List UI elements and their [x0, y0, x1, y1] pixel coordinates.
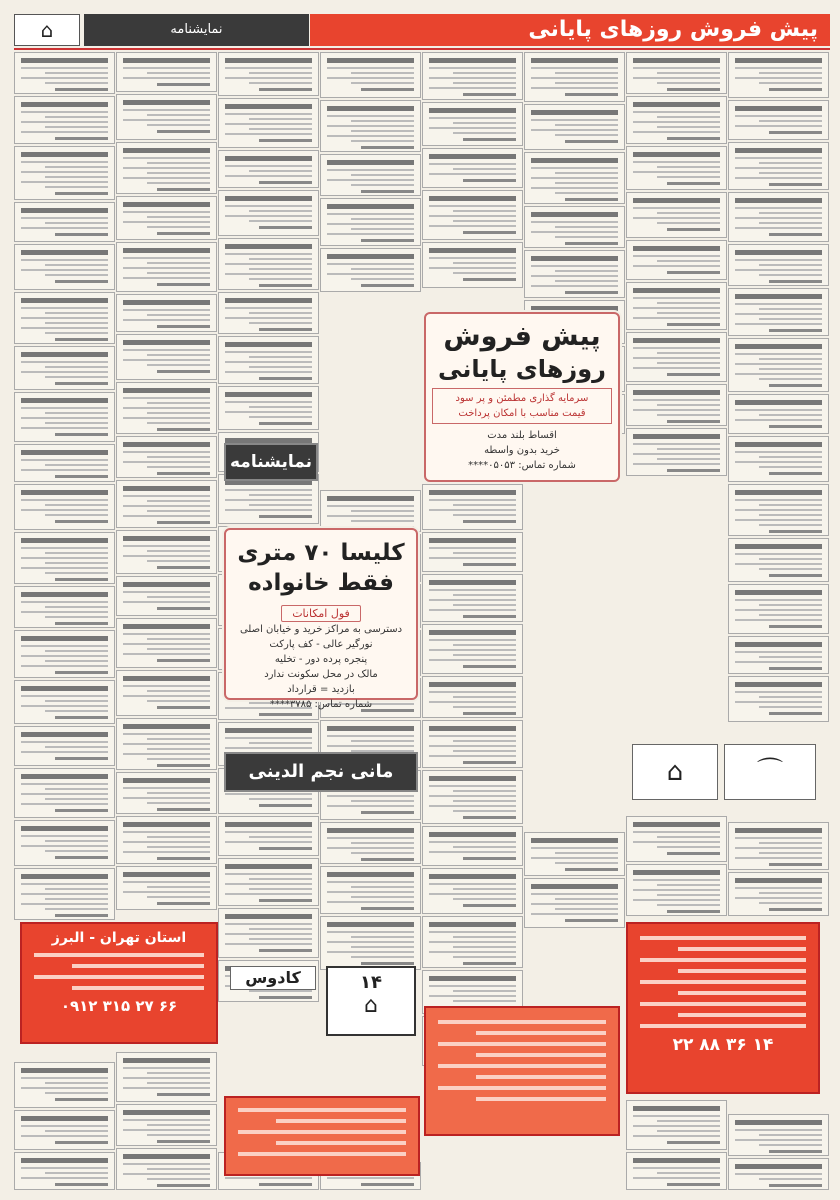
classified-ad	[524, 206, 625, 248]
classified-ad	[320, 916, 421, 970]
classified-ad	[320, 248, 421, 292]
classified-ad	[14, 146, 115, 200]
church-headline-1: کلیسا ۷۰ متری	[237, 540, 405, 566]
church-line-1: دسترسی به مراکز خرید و خیابان اصلی	[239, 624, 403, 635]
classified-ad	[218, 292, 319, 334]
red-ad-right	[626, 922, 820, 1094]
classified-ad	[116, 436, 217, 478]
classified-ad	[14, 444, 115, 482]
classified-ad	[218, 150, 319, 188]
classified-ad	[626, 240, 727, 280]
classified-ad	[14, 680, 115, 724]
classified-ad	[116, 1052, 217, 1102]
classified-ad	[422, 190, 523, 240]
presale-headline-2: روزهای پایانی	[438, 355, 606, 383]
classified-ad	[626, 428, 727, 476]
classified-ad	[728, 822, 829, 870]
red-ad-right-phone: ۲۲ ۸۸ ۳۶ ۱۴	[672, 1035, 774, 1055]
church-feature-ad	[224, 528, 418, 710]
classified-ad	[116, 718, 217, 770]
classified-ad	[524, 832, 625, 876]
name-tag: مانی نجم الدینی	[224, 752, 418, 792]
classified-ad	[728, 394, 829, 434]
classified-ad	[524, 52, 625, 102]
classified-ad	[116, 94, 217, 140]
classified-ad	[14, 346, 115, 390]
classified-ad	[14, 820, 115, 866]
classified-ad	[116, 294, 217, 332]
classified-ad	[14, 586, 115, 628]
classified-ad	[116, 196, 217, 240]
church-contact: شماره تماس: ۳۷۸۵****	[269, 699, 373, 710]
classified-ad	[218, 908, 319, 958]
classified-ad	[14, 1062, 115, 1108]
classified-ad	[14, 868, 115, 920]
house-icon: ⌂	[364, 993, 378, 1018]
classified-ad	[116, 670, 217, 716]
classified-ad	[218, 238, 319, 290]
page-header	[14, 14, 830, 46]
classified-ad	[728, 1114, 829, 1156]
presale-banner-2: قیمت مناسب با امکان پرداخت	[458, 408, 586, 419]
classified-ad	[422, 720, 523, 768]
church-line-5: بازدید = قرارداد	[287, 684, 355, 695]
classified-ad	[728, 288, 829, 336]
classified-ad	[422, 102, 523, 146]
classified-ad	[218, 386, 319, 430]
classified-ad	[14, 244, 115, 290]
classified-ad	[116, 52, 217, 92]
classified-ad	[116, 772, 217, 814]
classified-ad	[524, 152, 625, 204]
classified-ad	[14, 1152, 115, 1190]
classified-ad	[116, 1104, 217, 1146]
classified-ad	[422, 624, 523, 674]
classified-ad	[320, 866, 421, 914]
classified-ad	[14, 392, 115, 442]
section-tag: نمایشنامه	[224, 443, 318, 481]
classified-ad	[218, 336, 319, 384]
classified-ad	[728, 676, 829, 722]
red-ad-center	[424, 1006, 620, 1136]
classified-ad	[116, 1148, 217, 1190]
classified-ad	[728, 872, 829, 916]
church-headline-2: فقط خانواده	[248, 570, 394, 596]
classified-ad	[626, 384, 727, 426]
classified-ad	[626, 192, 727, 238]
classified-ad	[422, 242, 523, 288]
classified-ad	[626, 282, 727, 330]
classified-ad	[728, 142, 829, 190]
presale-feature-ad	[424, 312, 620, 482]
classified-ad	[116, 618, 217, 668]
classified-ad	[422, 148, 523, 188]
house-icon: ⌂	[14, 14, 80, 46]
classified-ad	[728, 244, 829, 286]
classified-ad	[116, 866, 217, 910]
classified-ad	[116, 242, 217, 292]
classified-ad	[116, 576, 217, 616]
classified-ad	[422, 484, 523, 530]
classified-ad	[14, 96, 115, 144]
classified-ad	[218, 190, 319, 236]
classified-ad	[14, 202, 115, 242]
classified-ad	[14, 726, 115, 766]
classified-ad	[728, 1158, 829, 1190]
kadus-logo-ad: کادوس	[230, 966, 316, 990]
classified-ad	[14, 532, 115, 584]
classified-ad	[422, 532, 523, 572]
church-line-2: نورگیر عالی - کف پارکت	[269, 639, 373, 650]
presale-item-2: خرید بدون واسطه	[484, 445, 560, 456]
classified-ad	[728, 338, 829, 392]
classified-ad	[14, 292, 115, 344]
red-ad-left-title: استان تهران - البرز	[51, 930, 187, 946]
red-ad-left-phone: ۰۹۱۲ ۳۱۵ ۲۷ ۶۶	[60, 997, 178, 1015]
classified-ad	[422, 52, 523, 100]
classified-ad	[728, 100, 829, 140]
classified-ad	[728, 636, 829, 674]
classified-ad	[524, 104, 625, 150]
header-title: پیش فروش روزهای پایانی	[310, 14, 830, 46]
classified-ad	[626, 96, 727, 144]
presale-item-1: اقساط بلند مدت	[487, 430, 557, 441]
classified-ad	[218, 858, 319, 906]
presale-headline-1: پیش فروش	[443, 321, 601, 352]
classified-ad	[14, 768, 115, 818]
home-logo-icon: ⌂	[632, 744, 718, 800]
classified-ad	[626, 146, 727, 190]
classified-ad	[422, 868, 523, 914]
classified-ad	[626, 52, 727, 94]
classified-ad	[116, 142, 217, 194]
classified-ad	[728, 436, 829, 482]
church-line-3: پنجره پرده دور - تخلیه	[274, 654, 368, 665]
classified-ad	[320, 52, 421, 98]
classified-ad	[218, 474, 319, 524]
red-ad-left	[20, 922, 218, 1044]
classified-ad	[422, 826, 523, 866]
classified-ad	[422, 676, 523, 718]
header-divider	[14, 48, 830, 50]
classified-ad	[728, 52, 829, 98]
arch-logo-icon: ⌒	[724, 744, 816, 800]
classified-ad	[626, 816, 727, 862]
number-logo-text: ۱۴	[360, 972, 382, 993]
classified-ad	[524, 878, 625, 928]
classified-ad	[626, 864, 727, 916]
header-section-label: نمایشنامه	[84, 14, 309, 46]
classified-ad	[116, 382, 217, 434]
classified-ad	[728, 484, 829, 536]
red-ad-bottom	[224, 1096, 420, 1176]
church-ribbon: فول امکانات	[281, 605, 361, 622]
classified-ad	[14, 484, 115, 530]
classified-ad	[320, 154, 421, 196]
classified-ad	[218, 98, 319, 148]
classified-ad	[422, 574, 523, 622]
number-logo-ad	[326, 966, 416, 1036]
classified-ad	[626, 332, 727, 382]
classified-ad	[728, 192, 829, 242]
classified-ad	[422, 916, 523, 968]
classified-ad	[14, 52, 115, 94]
church-line-4: مالک در محل سکونت ندارد	[264, 669, 378, 680]
classified-ad	[14, 630, 115, 678]
classified-ad	[524, 250, 625, 298]
classified-ad	[728, 538, 829, 582]
classified-ad	[116, 816, 217, 864]
classified-ad	[626, 1100, 727, 1150]
classified-ad	[422, 770, 523, 824]
classified-ad	[14, 1110, 115, 1150]
classified-ad	[626, 1152, 727, 1190]
classified-ad	[116, 334, 217, 380]
presale-banner-1: سرمایه گذاری مطمئن و پر سود	[455, 393, 589, 404]
classified-ad	[320, 822, 421, 864]
classified-ad	[116, 530, 217, 574]
classified-ad	[218, 816, 319, 856]
classified-ad	[320, 198, 421, 246]
classified-ad	[218, 52, 319, 96]
classified-ad	[116, 480, 217, 528]
classified-ad	[320, 490, 421, 532]
classified-ad	[728, 584, 829, 634]
classified-ad	[320, 100, 421, 152]
presale-contact: شماره تماس: ۰۵۰۵۳****	[468, 460, 576, 471]
